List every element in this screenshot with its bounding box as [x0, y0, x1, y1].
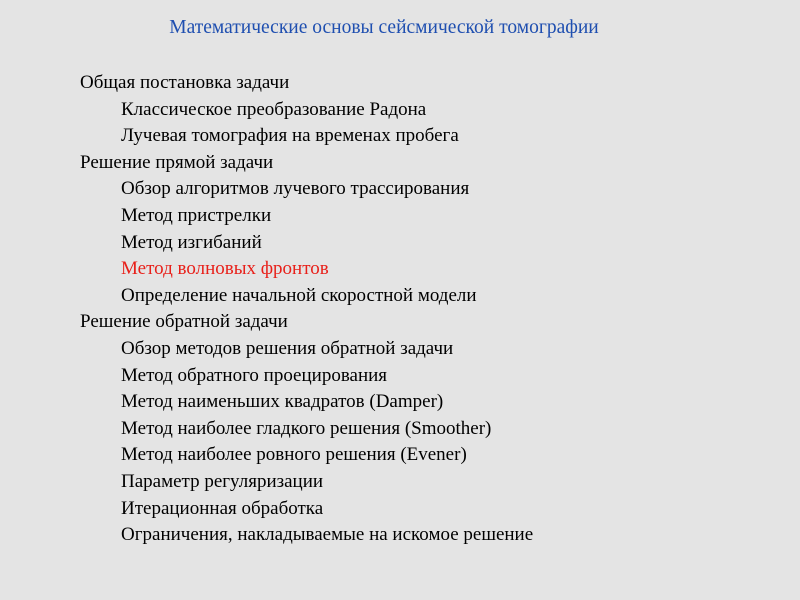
outline-list	[80, 70, 533, 549]
slide-title: Математические основы сейсмической томографии	[169, 17, 599, 38]
outline-subitem: Классическое преобразование Радона	[121, 98, 427, 120]
outline-section-heading: Общая постановка задачи	[80, 72, 290, 93]
outline-section-heading: Решение обратной задачи	[80, 311, 288, 333]
outline-subitem: Лучевая томография на временах пробега	[121, 125, 459, 147]
outline-subitem: Определение начальной скоростной модели	[121, 284, 477, 306]
outline-subitem: Обзор методов решения обратной задачи	[121, 337, 454, 359]
outline-subitem: Метод изгибаний	[121, 231, 262, 253]
outline-subitem: Ограничения, накладываемые на искомое решение	[121, 524, 534, 546]
outline-subitem: Метод обратного проецирования	[121, 364, 388, 386]
outline-section-heading: Решение прямой задачи	[80, 151, 274, 173]
outline-subitem: Параметр регуляризации	[121, 470, 324, 492]
outline-subitem: Метод наиболее ровного решения (Evener)	[121, 444, 467, 466]
outline-subitem: Метод волновых фронтов	[121, 258, 329, 280]
outline-subitem: Метод пристрелки	[121, 204, 272, 226]
outline-subitem: Итерационная обработка	[121, 497, 324, 519]
outline-subitem: Метод наименьших квадратов (Damper)	[121, 391, 444, 413]
outline-subitem: Метод наиболее гладкого решения (Smoother)	[121, 417, 492, 439]
outline-subitem: Обзор алгоритмов лучевого трассирования	[121, 178, 470, 200]
